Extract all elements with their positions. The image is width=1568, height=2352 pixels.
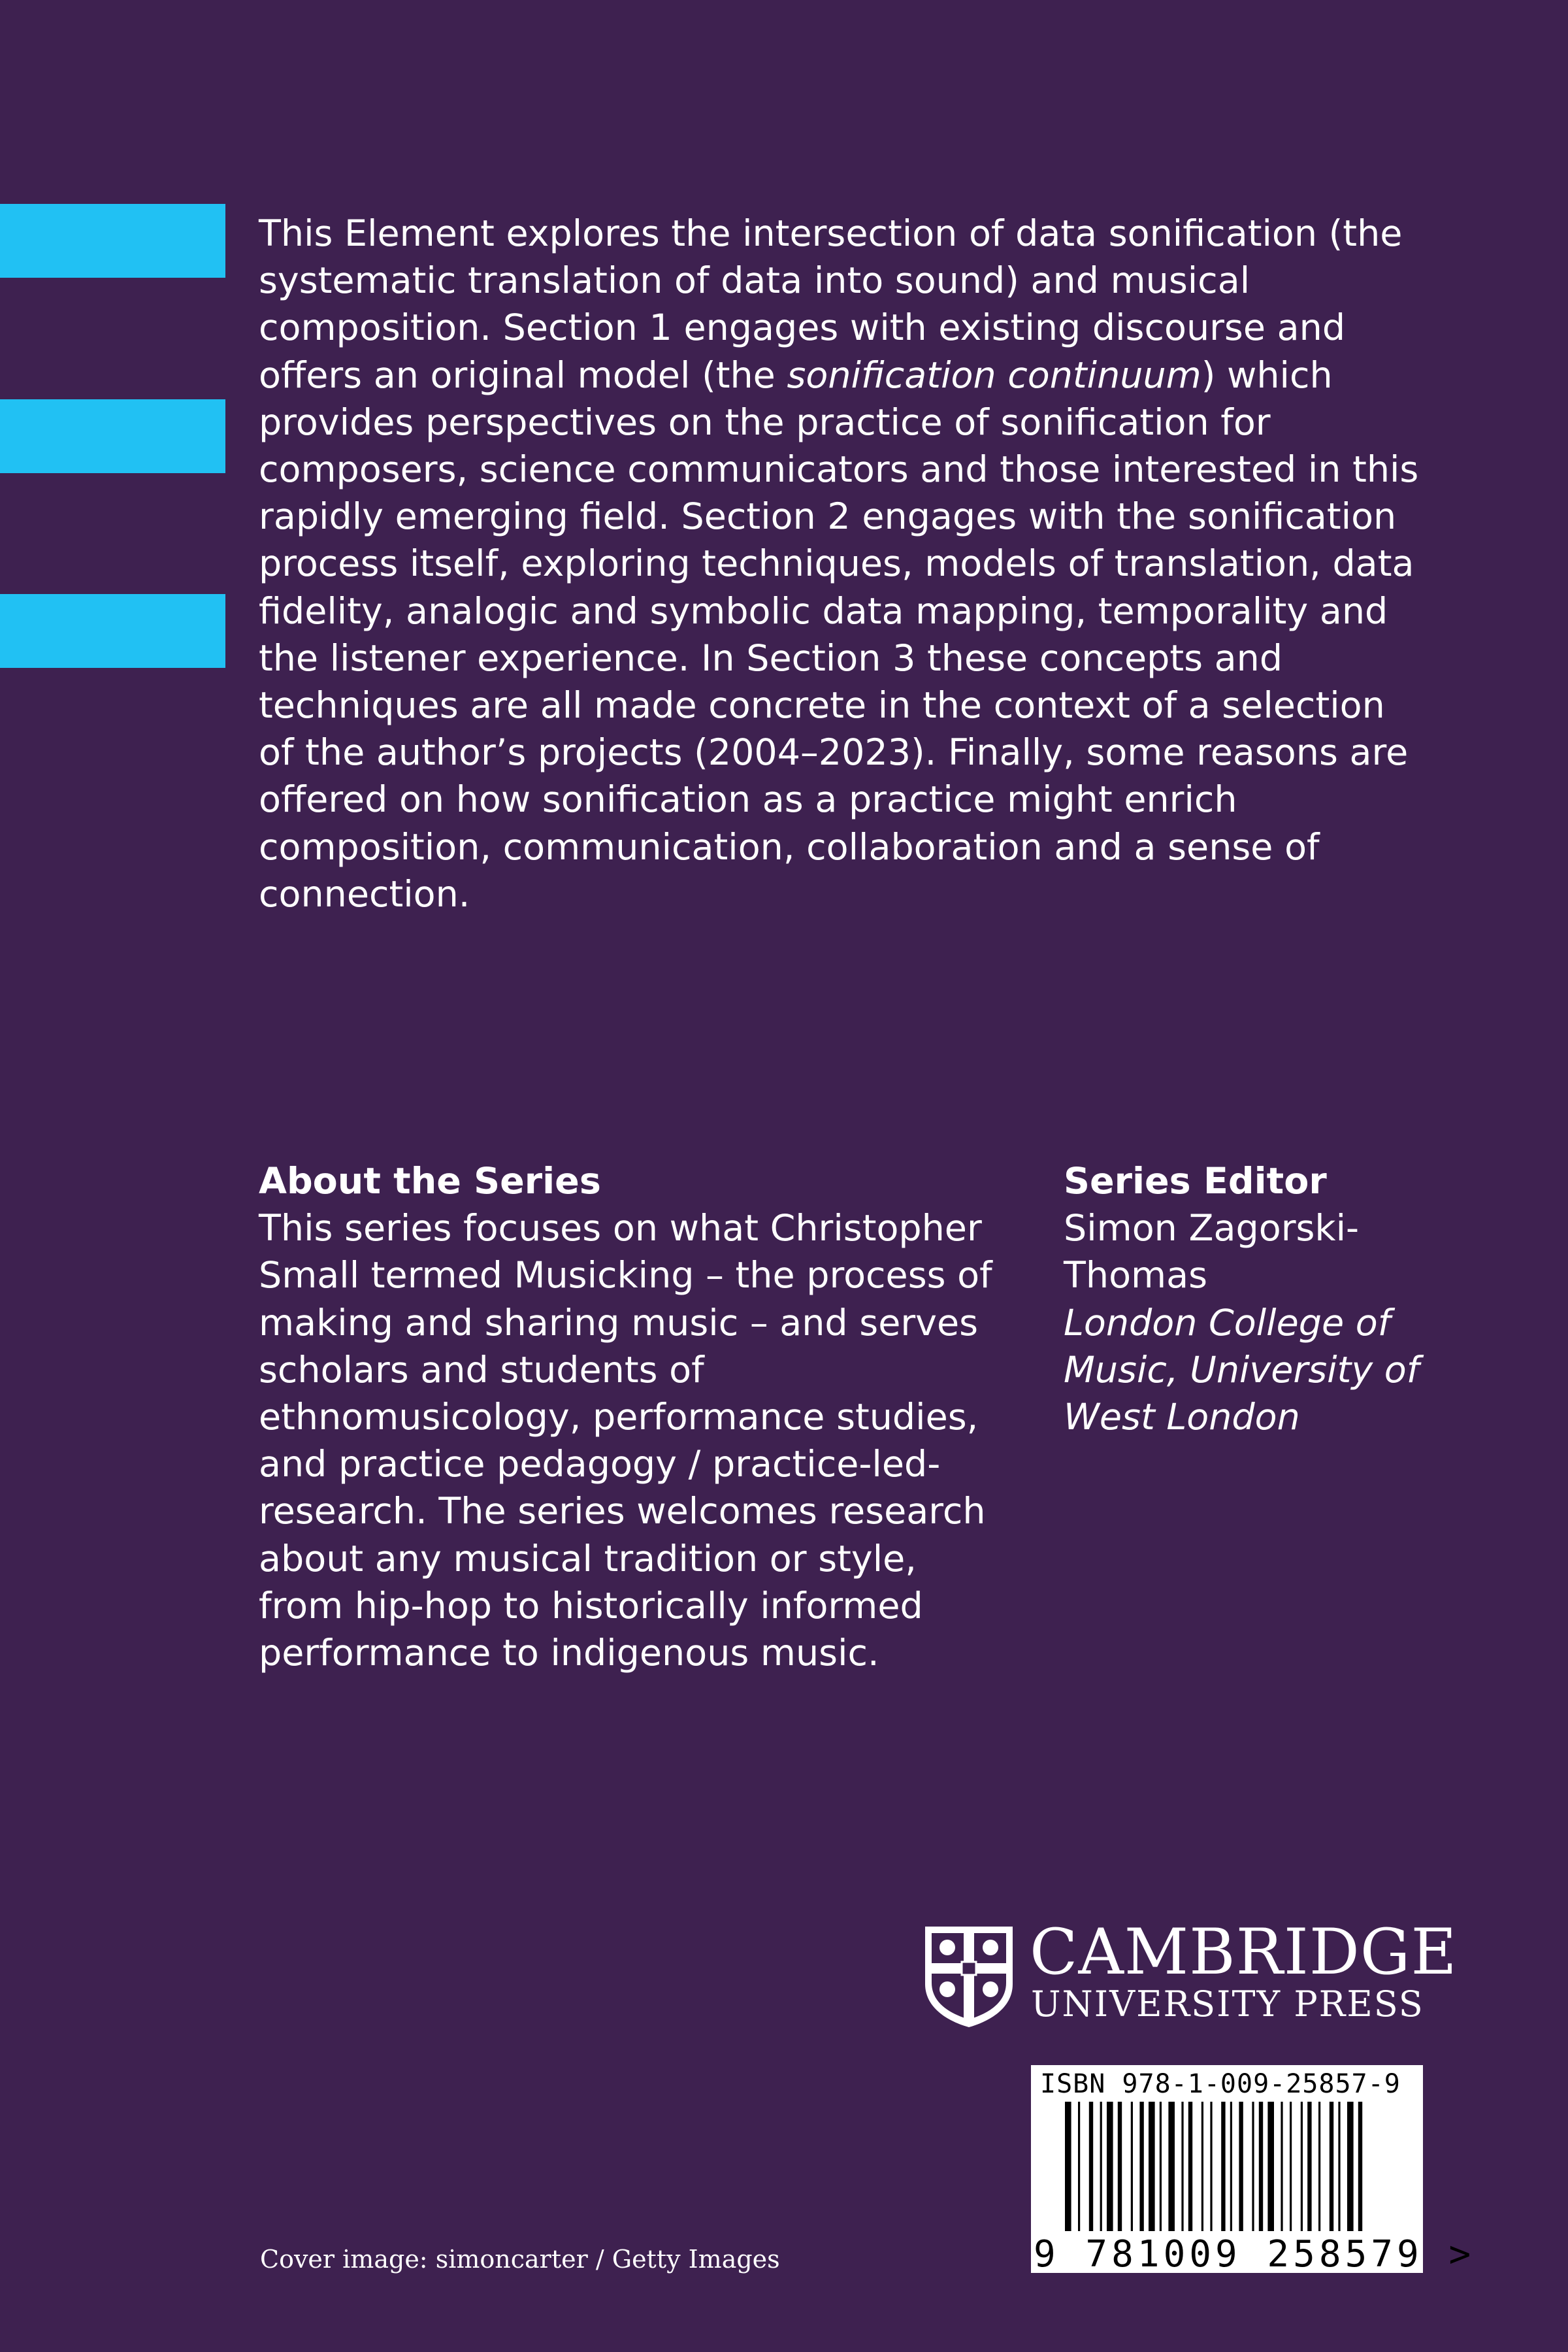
ean-digits: 9 781009 258579 > bbox=[1034, 2233, 1475, 2276]
series-editor-heading: Series Editor bbox=[1064, 1160, 1327, 1202]
series-editor-name: Simon Zagorski-Thomas bbox=[1064, 1207, 1360, 1297]
accent-bar-bottom bbox=[0, 594, 225, 668]
barcode-stripe bbox=[1201, 2102, 1203, 2231]
barcode-stripe bbox=[1107, 2102, 1113, 2231]
book-description bbox=[259, 210, 1428, 918]
barcode-stripe bbox=[1330, 2102, 1333, 2231]
isbn-text: ISBN 978-1-009-25857-9 bbox=[1040, 2069, 1401, 2099]
barcode-stripe bbox=[1230, 2102, 1232, 2231]
barcode-stripe bbox=[1065, 2102, 1071, 2231]
barcode-stripe bbox=[1160, 2102, 1162, 2231]
barcode-stripe bbox=[1267, 2102, 1274, 2231]
accent-bar-top bbox=[0, 204, 225, 278]
barcode-stripe bbox=[1259, 2102, 1263, 2231]
description-text-part2: ) which provides perspectives on the practice of sonification for composers, science communicators and those interested in this rapidly emerging field. Section 2 engages with the sonification process itself, exploring techniques, models of translation, data fidelity, analogic and symbolic data mapping, temporality and the listener experience. In Section 3 these concepts and techniques are all made concrete in the context of a selection of the author’s projects (2004–2023). Finally, some reasons are offered on how sonification as a practice might enrich composition, communication, collaboration and a sense of connection. bbox=[259, 354, 1419, 916]
barcode-stripe bbox=[1338, 2102, 1340, 2231]
barcode-stripe bbox=[1239, 2102, 1243, 2231]
cover-image-credit: Cover image: simoncarter / Getty Images bbox=[260, 2245, 780, 2274]
barcode-stripe bbox=[1100, 2102, 1102, 2231]
publisher-subtitle: UNIVERSITY PRESS bbox=[1031, 1983, 1424, 2025]
series-editor-affiliation: London College of Music, University of West London bbox=[1064, 1301, 1420, 1439]
barcode-stripe bbox=[1347, 2102, 1354, 2231]
barcode-stripe bbox=[1358, 2102, 1362, 2231]
publisher-logo bbox=[923, 1915, 1458, 2029]
barcode-stripe bbox=[1168, 2102, 1175, 2231]
barcode-stripe bbox=[1221, 2102, 1225, 2231]
description-emphasis: sonification continuum bbox=[787, 354, 1201, 397]
about-series-section bbox=[259, 1158, 1010, 1677]
barcode-stripe bbox=[1252, 2102, 1254, 2231]
isbn-barcode bbox=[1031, 2065, 1475, 2276]
barcode-stripe bbox=[1188, 2102, 1192, 2231]
barcode-stripe bbox=[1139, 2102, 1143, 2231]
about-series-heading: About the Series bbox=[259, 1160, 601, 1202]
cambridge-crest-icon bbox=[923, 1924, 1015, 2029]
barcode-stripe bbox=[1149, 2102, 1155, 2231]
barcode-stripe bbox=[1078, 2102, 1080, 2231]
barcode-stripe bbox=[1281, 2102, 1282, 2231]
description-text-part1: This Element explores the intersection of data sonification (the systematic translation of data into sound) and musical composition. Section 1 engages with existing discourse and offers an original model (the bbox=[259, 212, 1403, 397]
about-series-text: This series focuses on what Christopher Small termed Musicking – the process of making and sharing music – and serves scholars and students of ethnomusicology, performance studies, and practice pedagogy / practice-led-research. The series welcomes research about any musical tradition or style, from hip-hop to historically informed performance to indigenous music. bbox=[259, 1207, 992, 1675]
barcode-stripe bbox=[1181, 2102, 1183, 2231]
barcode-stripe bbox=[1318, 2102, 1320, 2231]
barcode-stripe bbox=[1301, 2102, 1303, 2231]
barcode-stripe bbox=[1307, 2102, 1311, 2231]
publisher-name: CAMBRIDGE bbox=[1030, 1915, 1458, 1989]
accent-bar-middle bbox=[0, 399, 225, 473]
barcode-stripe bbox=[1089, 2102, 1093, 2231]
barcode-stripe bbox=[1131, 2102, 1133, 2231]
barcode-stripe bbox=[1118, 2102, 1122, 2231]
barcode-stripe bbox=[1290, 2102, 1292, 2231]
series-editor-section bbox=[1064, 1158, 1469, 1441]
barcode-stripe bbox=[1210, 2102, 1212, 2231]
